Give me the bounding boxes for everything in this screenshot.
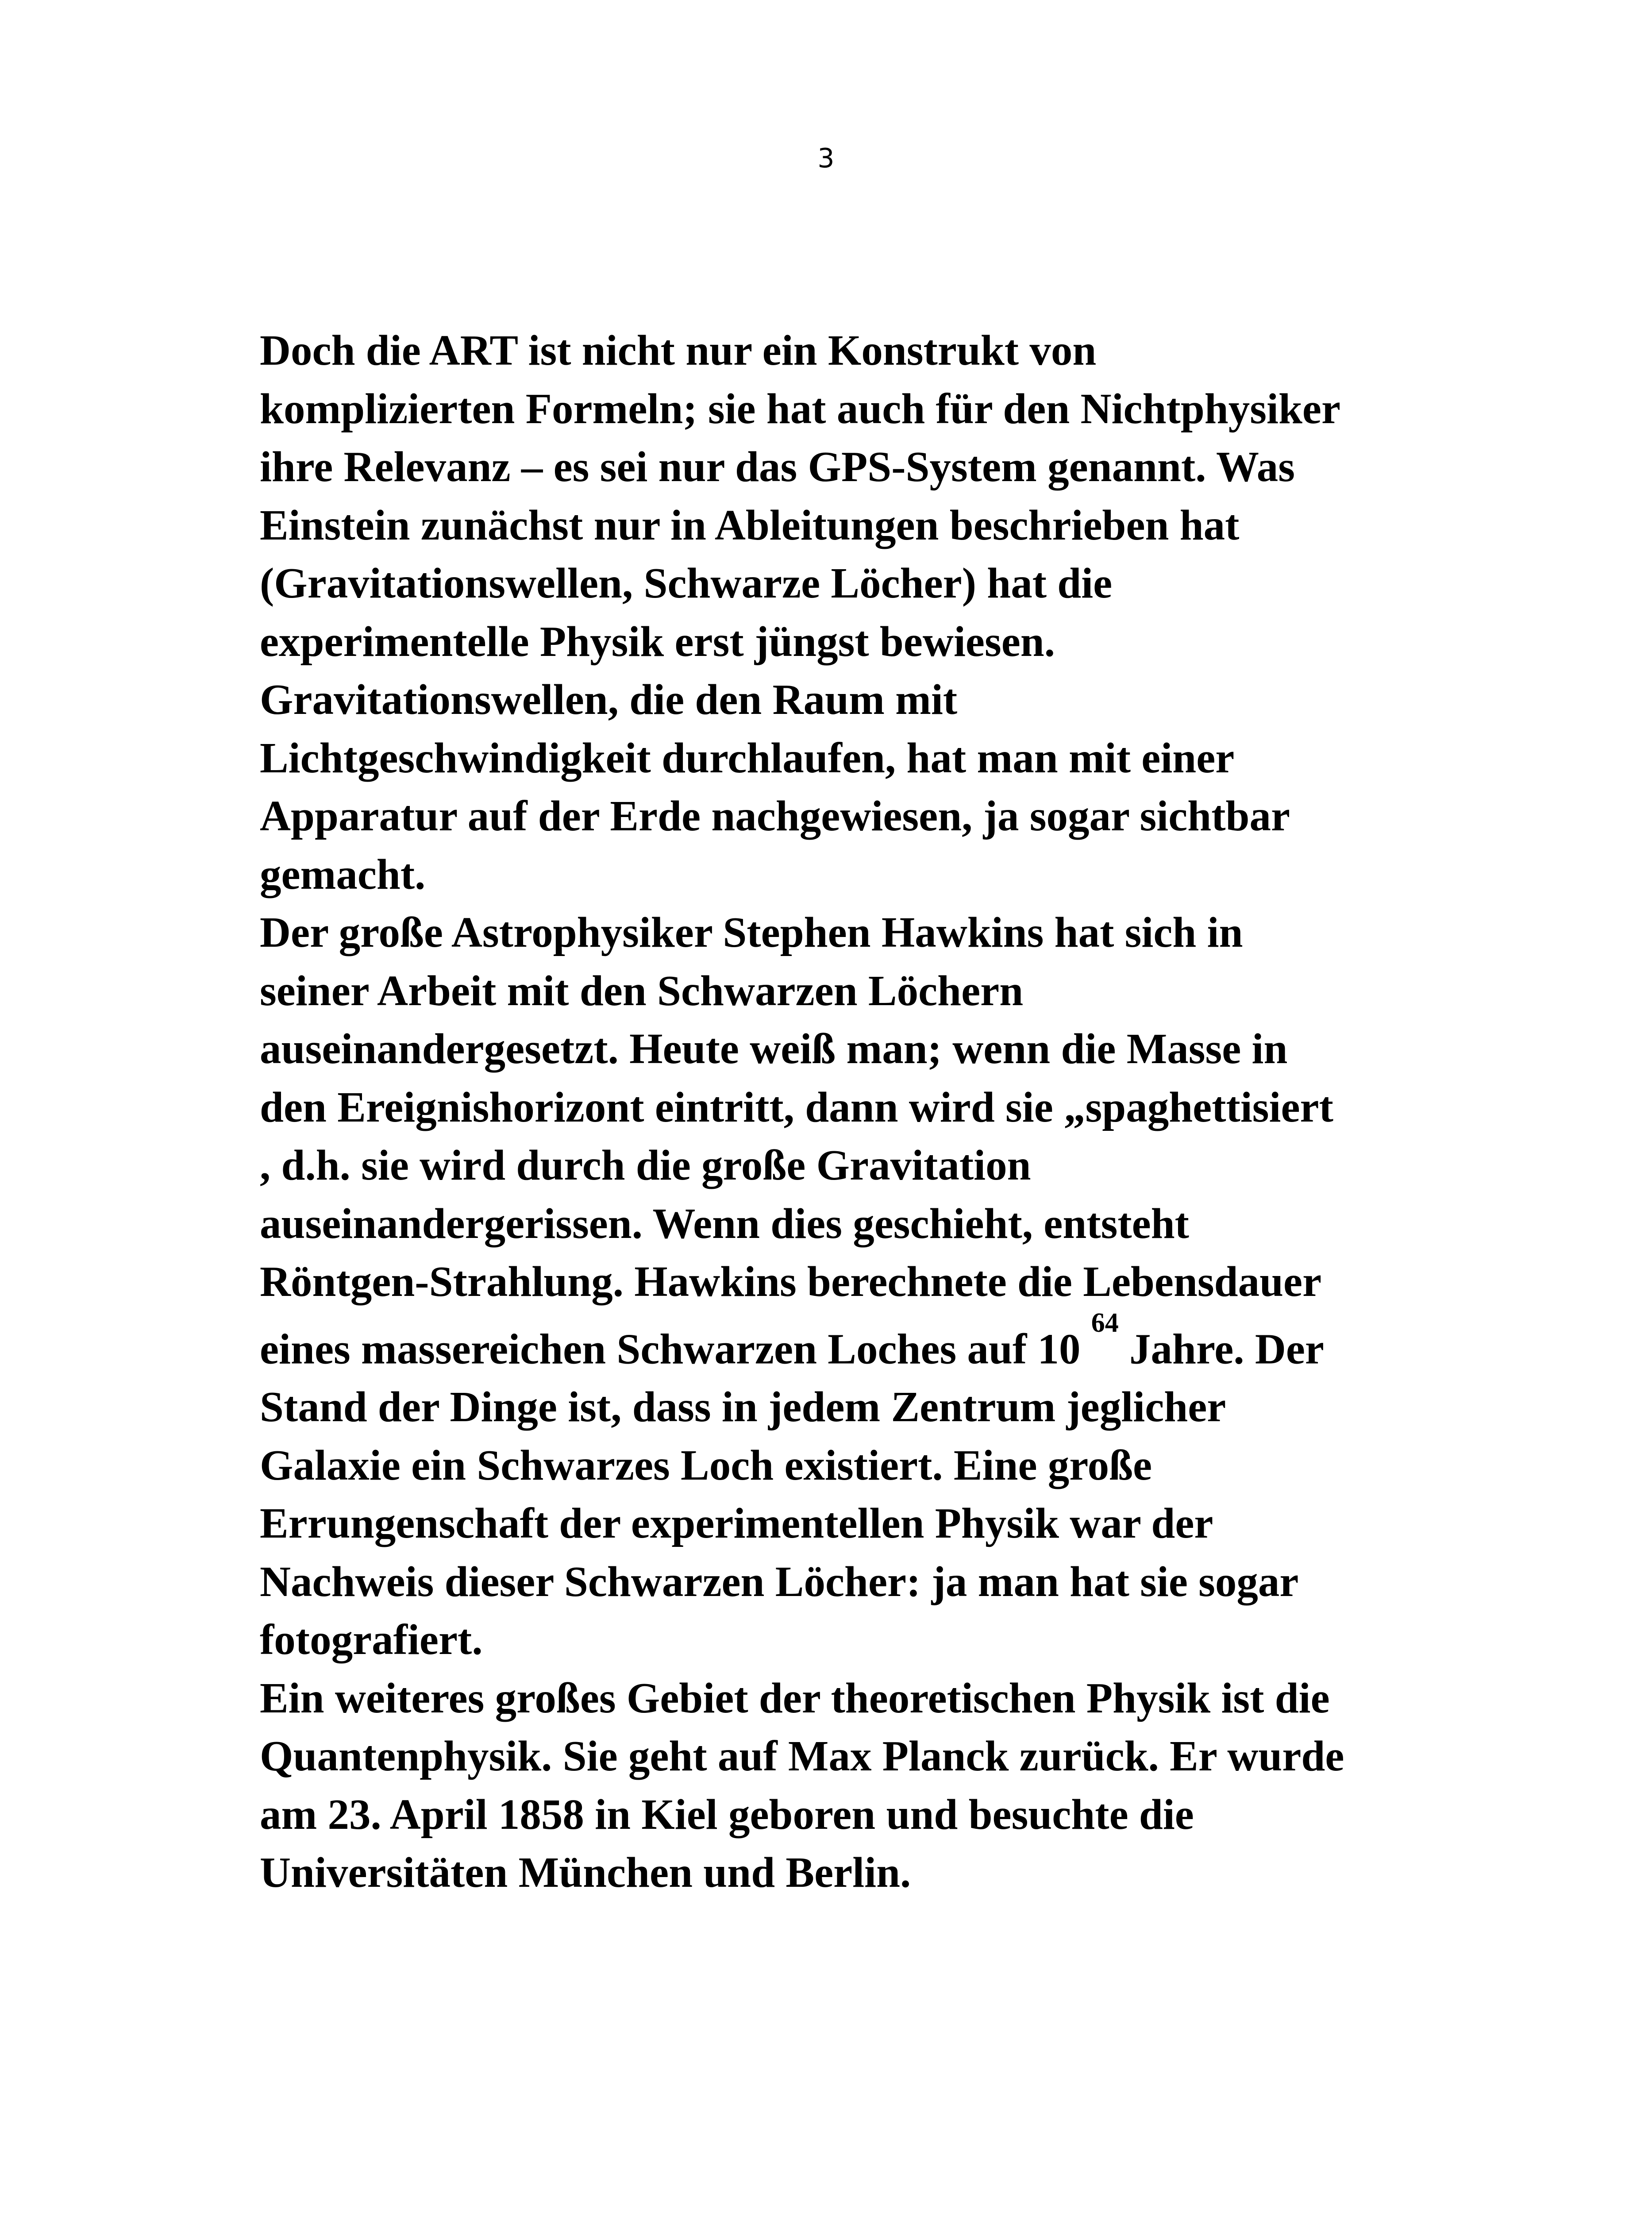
text-line: auseinandergesetzt. Heute weiß man; wenn die Masse in xyxy=(260,1025,1288,1072)
text-line: seiner Arbeit mit den Schwarzen Löchern xyxy=(260,967,1024,1014)
text-line: Quantenphysik. Sie geht auf Max Planck zurück. Er wurde xyxy=(260,1732,1344,1780)
text-line: , d.h. sie wird durch die große Gravitation xyxy=(260,1141,1031,1189)
text-line: Lichtgeschwindigkeit durchlaufen, hat man mit einer xyxy=(260,734,1235,782)
text-line: den Ereignishorizont eintritt, dann wird sie „spaghettisiert xyxy=(260,1083,1333,1131)
text-line: Einstein zunächst nur in Ableitungen beschrieben hat xyxy=(260,501,1240,549)
exponent: 64 xyxy=(1091,1307,1119,1338)
text-line: Apparatur auf der Erde nachgewiesen, ja sogar sichtbar xyxy=(260,792,1290,840)
exponent-line-after: Jahre. Der xyxy=(1118,1325,1324,1373)
page-number: 3 xyxy=(817,143,835,174)
text-line: Nachweis dieser Schwarzen Löcher: ja man hat sie sogar xyxy=(260,1558,1299,1605)
text-line: gemacht. xyxy=(260,850,426,898)
text-line: Der große Astrophysiker Stephen Hawkins hat sich in xyxy=(260,909,1243,956)
text-line: (Gravitationswellen, Schwarze Löcher) hat die xyxy=(260,559,1113,607)
text-line: fotografiert. xyxy=(260,1616,483,1664)
text-line: komplizierten Formeln; sie hat auch für den Nichtphysiker xyxy=(260,385,1341,432)
text-line: experimentelle Physik erst jüngst bewiesen. xyxy=(260,617,1055,665)
text-line: Röntgen-Strahlung. Hawkins berechnete die Lebensdauer xyxy=(260,1258,1322,1305)
body-text xyxy=(260,321,1410,1902)
text-line: ihre Relevanz – es sei nur das GPS-System genannt. Was xyxy=(260,443,1295,490)
text-line: Errungenschaft der experimentellen Physik war der xyxy=(260,1500,1213,1547)
text-line-with-exponent xyxy=(260,1307,1410,1378)
text-line: Galaxie ein Schwarzes Loch existiert. Eine große xyxy=(260,1441,1152,1489)
text-line: auseinandergerissen. Wenn dies geschieht, entsteht xyxy=(260,1199,1189,1247)
text-line: Universitäten München und Berlin. xyxy=(260,1849,911,1897)
exponent-line-before: eines massereichen Schwarzen Loches auf 10 xyxy=(260,1325,1091,1373)
text-line: am 23. April 1858 in Kiel geboren und besuchte die xyxy=(260,1790,1194,1838)
text-line: Stand der Dinge ist, dass in jedem Zentrum jeglicher xyxy=(260,1383,1226,1431)
text-line: Gravitationswellen, die den Raum mit xyxy=(260,676,958,723)
text-line: Doch die ART ist nicht nur ein Konstrukt von xyxy=(260,327,1097,374)
text-line: Ein weiteres großes Gebiet der theoretischen Physik ist die xyxy=(260,1674,1330,1722)
